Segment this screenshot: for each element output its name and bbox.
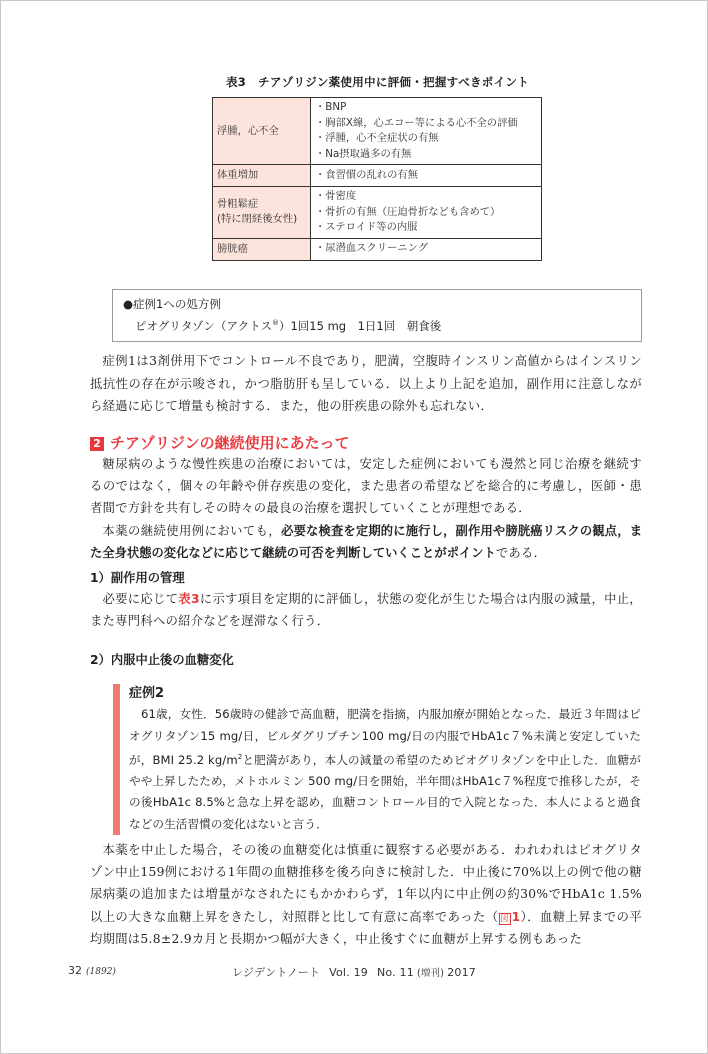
subsection-heading-2: 2）内服中止後の血糖変化 <box>90 653 234 668</box>
table-item: ・骨折の有無（圧迫骨折なども含めて） <box>315 205 501 218</box>
section2-paragraph-3 <box>90 839 642 950</box>
table-item: ・浮腫，心不全症状の有無 <box>315 132 439 144</box>
table-row <box>213 165 542 187</box>
prescription-dose: ）1回15 mg 1日1回 朝食後 <box>278 318 442 333</box>
prescription-box <box>112 289 642 343</box>
evaluation-table <box>212 97 542 261</box>
table-row <box>213 187 542 239</box>
table-items <box>311 98 542 165</box>
table-item: ・食習慣の乱れの有無 <box>315 168 418 181</box>
table-caption <box>226 74 542 90</box>
case2-title: 症例2 <box>129 686 165 702</box>
table-item: ・BNP <box>315 101 347 113</box>
figure1-link[interactable] <box>499 910 521 924</box>
journal-name: レジデントノート <box>232 966 321 980</box>
text: と肥満があり，本人の減量の希望のためピオグリタゾンを中止した．血糖がやや上昇したため，メトホルミン 500 mg/日を開始，半年間はHbA1c７%程度で推移したが，その後HbA1c 8.5%と急な上昇を認め，血糖コントロール目的で入院となった．本人によると過食などの生活習慣の変化はないと言う． <box>129 752 641 831</box>
table-category: 体重増加 <box>213 165 311 187</box>
text: である． <box>495 545 547 560</box>
subsection1-paragraph <box>90 588 642 632</box>
table-item: ・ステロイド等の内服 <box>315 221 418 233</box>
table3-block <box>212 74 542 261</box>
journal-volume: Vol. 19 <box>329 966 368 980</box>
journal-number: No. 11 <box>376 966 414 980</box>
table-row <box>213 238 542 260</box>
case2-body <box>129 704 641 835</box>
prescription-drug <box>123 314 633 336</box>
table-category-main: 骨粗鬆症 <box>217 198 259 211</box>
table-category: 膀胱癌 <box>213 238 311 260</box>
table-category <box>213 187 311 239</box>
section-heading <box>90 433 642 453</box>
text: 本薬を中止した場合，その後の血糖変化は慎重に観察する必要がある．われわれはピオグリタゾン中止159例における1年間の血糖推移を後ろ向きに検討した．中止後に70%以上の例で他の糖尿病薬の追加または増量がなされたにもかかわらず，1年以内に中止例の約30%でHbA1c 1.5%以上の大きな血糖上昇をきたし，対照群と比して有意に高率であった（ <box>90 843 643 924</box>
table-items <box>311 187 542 239</box>
prescription-title: ●症例1への処方例 <box>123 296 221 311</box>
text: 本薬の継続使用例においても， <box>102 523 282 538</box>
text: ）．血糖上昇までの平均期間は5.8±2.9カ月と長期かつ幅が大きく，中止後すぐに血糖が上昇する例もあった <box>90 909 642 946</box>
table-items <box>311 165 542 187</box>
section2-paragraph-1: 糖尿病のような慢性疾患の治療においては，安定した症例においても漫然と同じ治療を継続するのではなく，個々の年齢や併存疾患の変化，また患者の希望などを総合的に考慮し，医師・患者間で方針を共有しその時々の最良の治療を選択していくことが理想である． <box>90 456 642 516</box>
superscript: 2 <box>237 752 243 761</box>
text: 61歳，女性．56歳時の健診で高血糖，肥満を指摘，内服加療が開始となった．最近３年間はピオグリタゾン15 mg/日，ビルダグリプチン100 mg/日の内服でHbA1c７%未満と安定していたが，BMI 25.2 kg/m <box>129 707 641 767</box>
table-item: ・胸部X線，心エコー等による心不全の評価 <box>315 116 518 129</box>
table-item: ・尿潜血スクリーニング <box>315 242 429 255</box>
text: 必要に応じて <box>102 591 179 606</box>
journal-year: 2017 <box>447 966 476 980</box>
case1-paragraph: 症例1は3剤併用下でコントロール不良であり，肥満，空腹時インスリン高値からはインスリン抵抗性の存在が示唆され，かつ脂肪肝も呈している．以上より上記を追加，副作用に注意しながら経過に応じて増量も検討する．また，他の肝疾患の除外も忘れない． <box>90 354 642 413</box>
table-category-sub: (特に閉経後女性) <box>217 213 298 226</box>
page-number-original: (1892) <box>86 967 116 978</box>
table3-link[interactable]: 表3 <box>178 591 200 606</box>
case2-box <box>113 684 641 835</box>
prescription-drug-name: ピオグリタゾン（アクトス <box>135 318 272 333</box>
journal-extra: (増刊) <box>416 968 445 980</box>
subsection-heading-1: 1）副作用の管理 <box>90 570 185 585</box>
table-category: 浮腫，心不全 <box>213 98 311 165</box>
table-item: ・Na摂取過多の有無 <box>315 147 412 160</box>
text: に示す項目を定期的に評価し，状態の変化が生じた場合は内服の減量，中止，また専門科への紹介などを遅滞なく行う． <box>90 591 642 629</box>
page-number-value: 32 <box>68 964 82 978</box>
figure-icon: 図 <box>500 913 509 923</box>
section-number-badge: 2 <box>90 437 104 451</box>
table-caption-title: チアゾリジン薬使用中に評価・把握すべきポイント <box>258 75 529 89</box>
journal-footer <box>232 964 485 980</box>
page-footer <box>68 964 642 984</box>
table-row <box>213 98 542 165</box>
registered-mark: ® <box>271 318 279 327</box>
emphasis-text: 必要な検査を定期的に施行し，副作用や膀胱癌リスクの観点，また全身状態の変化などに応じて継続の可否を判断していくことがポイント <box>90 523 643 560</box>
section2-paragraph-2 <box>90 520 642 564</box>
section-title: チアゾリジンの継続使用にあたって <box>110 433 350 452</box>
page-number <box>68 964 116 977</box>
table-caption-number: 表3 <box>226 75 247 89</box>
figure-number: 1 <box>511 909 521 924</box>
table-items <box>311 238 542 260</box>
table-item: ・骨密度 <box>315 190 357 202</box>
